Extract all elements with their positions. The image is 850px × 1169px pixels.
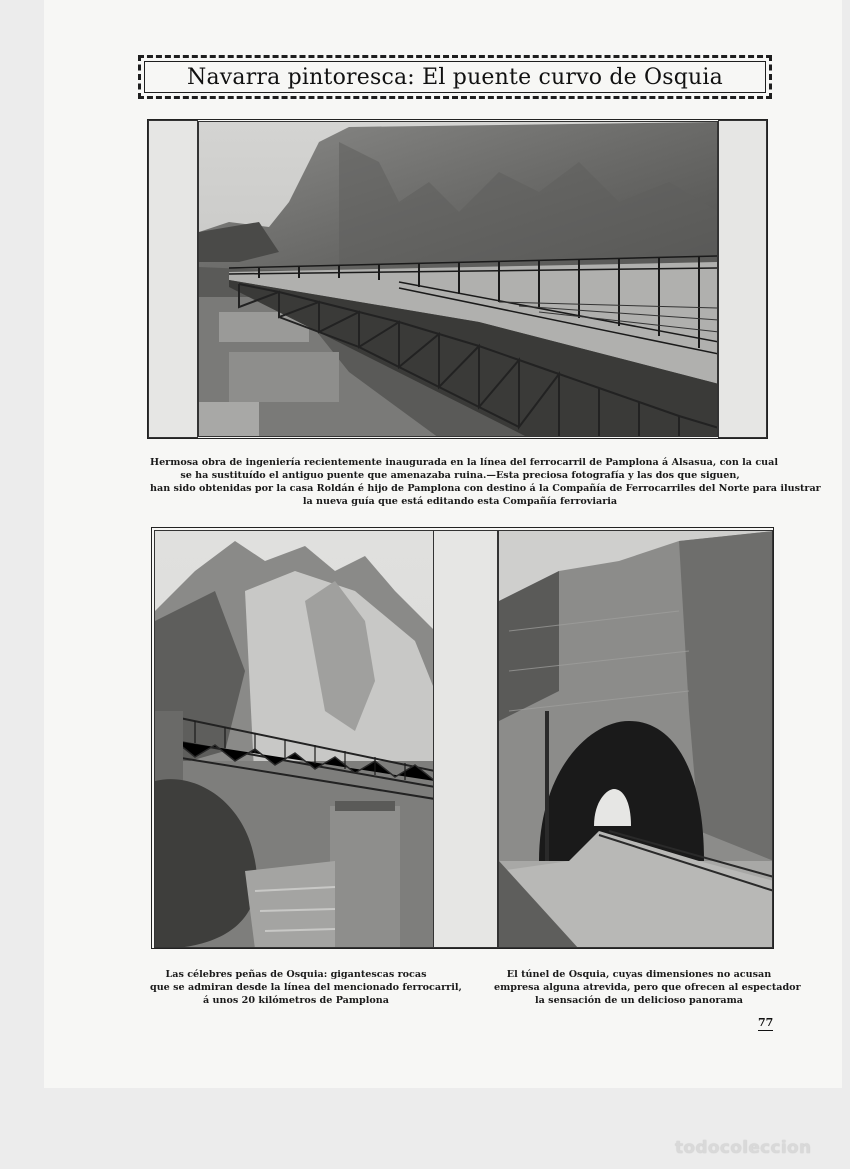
curved-bridge-photo: [198, 121, 718, 437]
right-caption-line: la sensación de un delicioso panorama: [534, 995, 743, 1006]
osquia-tunnel-photo: [498, 530, 773, 948]
left-caption-line: que se admiran desde la línea del mencionado ferrocarril,: [150, 982, 462, 993]
page-number: 77: [758, 1016, 774, 1029]
left-caption-line: á unos 20 kilómetros de Pamplona: [203, 995, 389, 1006]
bottom-photo-frame: [151, 527, 774, 949]
top-right-panel: [718, 120, 767, 438]
right-caption-line: El túnel de Osquia, cuyas dimensiones no acusan: [506, 969, 772, 980]
left-photo-caption: [150, 968, 462, 1007]
watermark-text: todocoleccion: [675, 1138, 812, 1158]
top-photo-frame: [147, 119, 768, 439]
bottom-middle-panel: [433, 530, 498, 948]
top-caption-line: se ha sustituído el antiguo puente que amenazaba ruina.—Esta preciosa fotografía y las dos que siguen,: [180, 470, 740, 481]
right-photo-caption: [494, 968, 801, 1007]
title-frame: [138, 55, 772, 99]
right-caption-line: empresa alguna atrevida, pero que ofrecen al espectador: [494, 982, 801, 993]
page-title: Navarra pintoresca: El puente curvo de Osquia: [187, 64, 723, 90]
top-photo-caption: [150, 456, 821, 508]
left-caption-line: Las célebres peñas de Osquia: gigantescas rocas: [165, 969, 427, 980]
top-caption-line: han sido obtenidas por la casa Roldán é hijo de Pamplona con destino á la Compañía de Ferrocarriles del Norte para ilustrar: [150, 483, 821, 494]
top-left-panel: [148, 120, 198, 438]
top-caption-line: Hermosa obra de ingeniería recientemente inaugurada en la línea del ferrocarril de Pamplona á Alsasua, con la cual: [150, 457, 779, 468]
top-caption-line: la nueva guía que está editando esta Compañía ferroviaria: [302, 496, 618, 507]
osquia-rocks-photo: [154, 530, 434, 948]
